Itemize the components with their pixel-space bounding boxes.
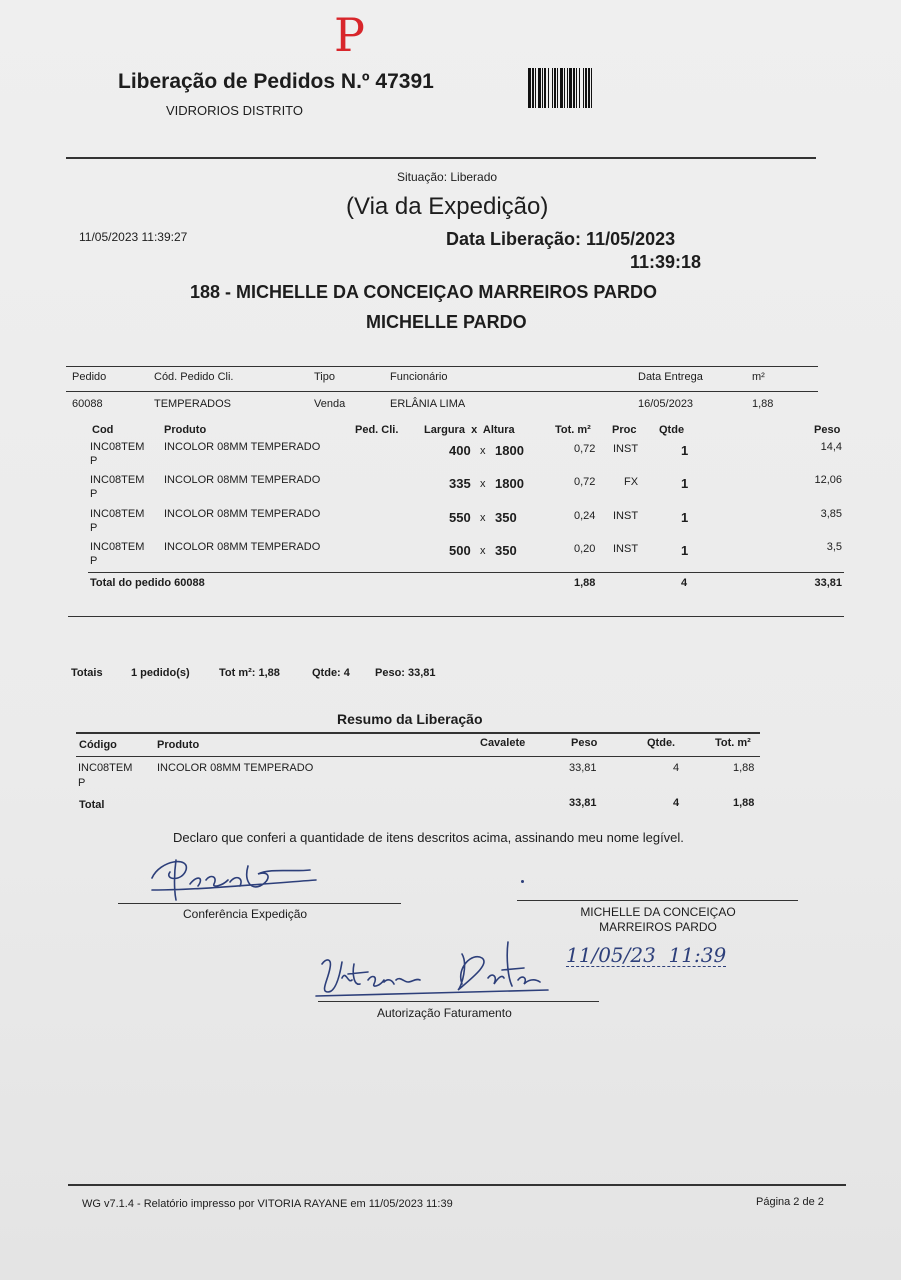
items-total-label: Total do pedido 60088 — [90, 577, 205, 589]
items-col-qtde: Qtde — [659, 424, 685, 436]
cliente-nome: 188 - MICHELLE DA CONCEIÇAO MARREIROS PARDO — [190, 282, 658, 302]
conferencia-label: Conferência Expedição — [183, 907, 308, 921]
items-col-ped-cli: Ped. Cli. — [355, 424, 399, 436]
footer-print-info: WG v7.1.4 - Relatório impresso por VITORIA RAYANE em 11/05/2023 11:39 — [82, 1198, 453, 1210]
conferencia-signature — [140, 850, 340, 906]
printed-at: 11/05/2023 11:39:27 — [79, 230, 188, 244]
resumo-top-line — [76, 732, 760, 734]
col-pedido: Pedido — [72, 371, 107, 383]
row-cod: INC08TEM — [90, 508, 145, 520]
resumo-col-codigo: Código — [79, 739, 117, 751]
data-liberacao: Data Liberação: 11/05/2023 — [446, 229, 676, 249]
row-cod: INC08TEM — [90, 441, 145, 453]
totais-m2: Tot m²: 1,88 — [219, 667, 280, 679]
cliente-sign-name-2: MARREIROS PARDO — [599, 920, 717, 934]
items-total-qtde: 4 — [681, 577, 688, 589]
via-label: (Via da Expedição) — [346, 193, 549, 220]
document-title: Liberação de Pedidos N.º 47391 — [118, 70, 434, 93]
resumo-row-codigo: INC08TEM — [78, 762, 133, 774]
row-altura: 1800 — [495, 443, 524, 458]
row-cod-cont: P — [90, 455, 98, 467]
row-altura: 1800 — [495, 476, 524, 491]
items-total-peso: 33,81 — [814, 577, 842, 589]
autorizacao-line — [318, 1001, 599, 1002]
row-tot-m2: 0,72 — [574, 443, 596, 455]
row-cod-cont: P — [90, 555, 98, 567]
row-produto: INCOLOR 08MM TEMPERADO — [164, 474, 321, 486]
row-cod-cont: P — [90, 522, 98, 534]
row-cod: INC08TEM — [90, 541, 145, 553]
resumo-col-peso: Peso — [571, 737, 598, 749]
resumo-total-peso: 33,81 — [569, 797, 597, 809]
resumo-col-qtde: Qtde. — [647, 737, 676, 749]
totais-pedidos: 1 pedido(s) — [131, 667, 190, 679]
totais-peso: Peso: 33,81 — [375, 667, 436, 679]
resumo-row-tot-m2: 1,88 — [733, 762, 755, 774]
resumo-mid-line — [76, 756, 760, 757]
col-cod-pedido-cli: Cód. Pedido Cli. — [154, 371, 234, 383]
resumo-total-label: Total — [79, 799, 105, 811]
declaracao-text: Declaro que conferi a quantidade de itens descritos acima, assinando meu nome legível. — [173, 830, 684, 845]
col-tipo: Tipo — [314, 371, 335, 383]
row-produto: INCOLOR 08MM TEMPERADO — [164, 508, 321, 520]
row-proc: INST — [613, 510, 639, 522]
autorizacao-signature — [312, 934, 552, 1002]
company-name: VIDRORIOS DISTRITO — [166, 103, 303, 118]
order-header-mid-line — [66, 391, 818, 392]
row-cod: INC08TEM — [90, 474, 145, 486]
hora-liberacao: 11:39:18 — [630, 252, 702, 272]
items-col-cod: Cod — [92, 424, 114, 436]
row-x: x — [480, 445, 486, 457]
val-pedido: 60088 — [72, 398, 103, 410]
resumo-row-qtde: 4 — [673, 762, 680, 774]
row-peso: 3,5 — [826, 541, 842, 553]
col-data-entrega: Data Entrega — [638, 371, 703, 383]
row-largura: 500 — [449, 543, 471, 558]
items-col-proc: Proc — [612, 424, 637, 436]
row-tot-m2: 0,24 — [574, 510, 596, 522]
row-tot-m2: 0,72 — [574, 476, 596, 488]
row-qtde: 1 — [681, 510, 689, 525]
row-qtde: 1 — [681, 476, 689, 491]
resumo-total-qtde: 4 — [673, 797, 680, 809]
row-x: x — [480, 545, 486, 557]
row-largura: 550 — [449, 510, 471, 525]
totais-qtde: Qtde: 4 — [312, 667, 350, 679]
resumo-col-cavalete: Cavalete — [480, 737, 526, 749]
row-proc: INST — [613, 443, 639, 455]
val-data-entrega: 16/05/2023 — [638, 398, 694, 410]
row-x: x — [480, 478, 486, 490]
items-col-tot-m2: Tot. m² — [555, 424, 591, 436]
row-peso: 12,06 — [814, 474, 842, 486]
red-p-mark: P — [334, 8, 365, 62]
row-proc: INST — [613, 543, 639, 555]
situacao-label: Situação: Liberado — [397, 170, 498, 184]
row-tot-m2: 0,20 — [574, 543, 596, 555]
header-divider — [66, 157, 816, 159]
row-largura: 335 — [449, 476, 471, 491]
row-peso: 14,4 — [820, 441, 842, 453]
row-proc: FX — [624, 476, 639, 488]
cliente-signature-line — [517, 900, 798, 901]
resumo-row-codigo-cont: P — [78, 777, 86, 789]
cliente-apelido: MICHELLE PARDO — [366, 312, 527, 332]
col-m2: m² — [752, 371, 765, 383]
items-total-m2: 1,88 — [574, 577, 596, 589]
row-peso: 3,85 — [820, 508, 842, 520]
resumo-total-m2: 1,88 — [733, 797, 755, 809]
val-cod-pedido-cli: TEMPERADOS — [154, 398, 232, 410]
row-altura: 350 — [495, 543, 517, 558]
row-qtde: 1 — [681, 543, 689, 558]
cliente-sign-name-1: MICHELLE DA CONCEIÇAO — [580, 905, 736, 919]
resumo-row-produto: INCOLOR 08MM TEMPERADO — [157, 762, 314, 774]
items-col-produto: Produto — [164, 424, 207, 436]
row-largura: 400 — [449, 443, 471, 458]
items-col-peso: Peso — [814, 424, 841, 436]
barcode — [528, 68, 666, 108]
col-funcionario: Funcionário — [390, 371, 448, 383]
footer-divider — [68, 1184, 846, 1186]
order-header-top-line — [66, 366, 818, 367]
totais-label: Totais — [71, 667, 103, 679]
val-m2: 1,88 — [752, 398, 774, 410]
row-cod-cont: P — [90, 488, 98, 500]
row-x: x — [480, 512, 486, 524]
footer-page-number: Página 2 de 2 — [756, 1196, 824, 1208]
items-col-largura-altura: Largura x Altura — [424, 424, 515, 436]
row-qtde: 1 — [681, 443, 689, 458]
val-funcionario: ERLÂNIA LIMA — [390, 398, 466, 410]
resumo-col-produto: Produto — [157, 739, 200, 751]
order-bottom-line — [68, 616, 844, 617]
val-tipo: Venda — [314, 398, 346, 410]
resumo-title: Resumo da Liberação — [337, 711, 483, 727]
conferencia-line — [118, 903, 401, 904]
items-total-line — [88, 572, 844, 573]
handwritten-date: 11/05/23 11:39 — [566, 943, 727, 967]
row-produto: INCOLOR 08MM TEMPERADO — [164, 541, 321, 553]
resumo-col-tot-m2: Tot. m² — [715, 737, 751, 749]
autorizacao-label: Autorização Faturamento — [377, 1006, 512, 1020]
row-altura: 350 — [495, 510, 517, 525]
row-produto: INCOLOR 08MM TEMPERADO — [164, 441, 321, 453]
resumo-row-peso: 33,81 — [569, 762, 597, 774]
cliente-signature-dot — [521, 880, 524, 883]
